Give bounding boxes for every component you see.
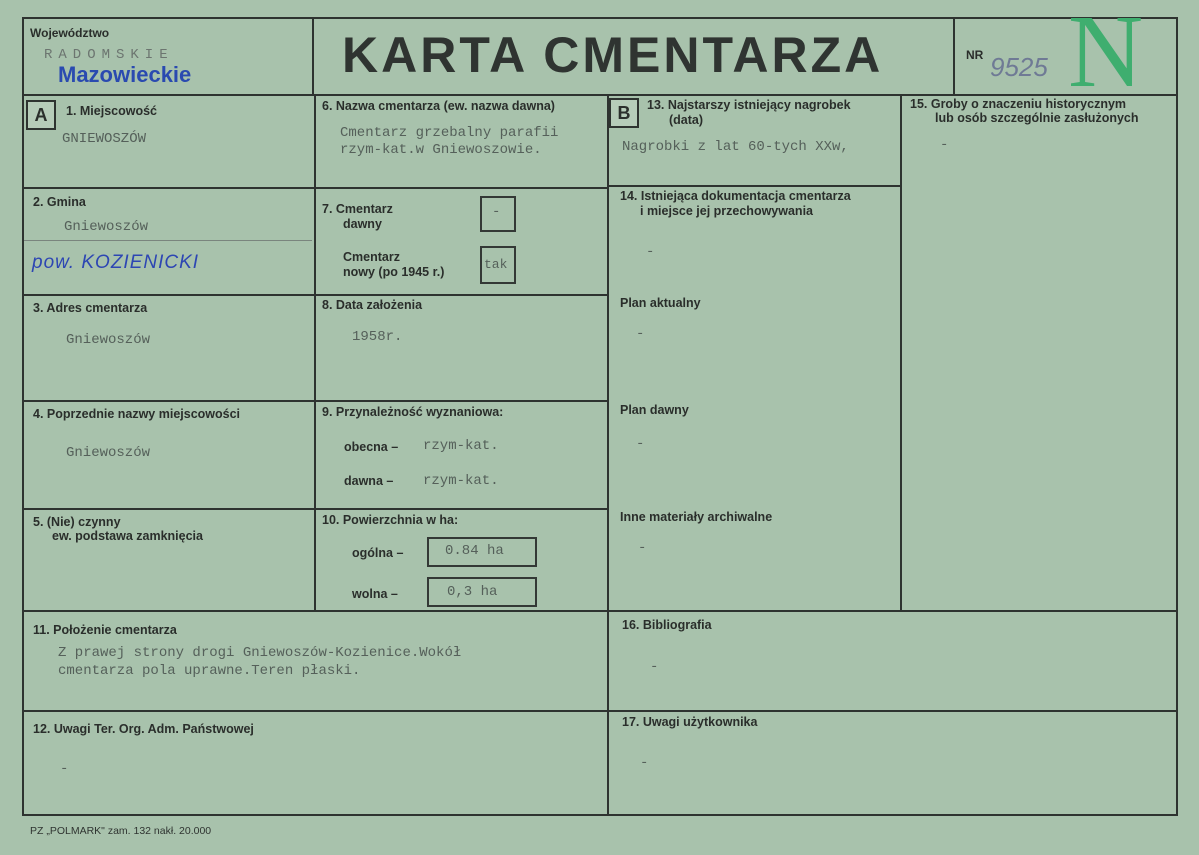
field-8-label: 8. Data założenia: [322, 298, 423, 312]
field-7-label: 7. Cmentarz: [322, 202, 393, 216]
category-letter: N: [1068, 0, 1144, 109]
field-5-label: 5. (Nie) czynny: [33, 515, 121, 529]
header-split-2: [953, 17, 955, 96]
wojewodztwo-label: Województwo: [30, 26, 110, 40]
field-3-label: 3. Adres cmentarza: [33, 301, 148, 315]
header-divider: [22, 94, 1177, 96]
plan-past-value: -: [636, 436, 645, 452]
section-b-badge: B: [609, 98, 639, 128]
gmina-underline: [24, 240, 312, 241]
field-12-value: -: [60, 761, 69, 777]
field-13-label: 13. Najstarszy istniejący nagrobek: [647, 98, 851, 112]
field-8-value: 1958r.: [352, 329, 403, 345]
field-3-value: Gniewoszów: [66, 332, 151, 348]
stamp-old-voivodeship: RADOMSKIE: [44, 47, 174, 63]
field-7-old-label: dawny: [343, 217, 382, 231]
field-5-sublabel: ew. podstawa zamknięcia: [52, 529, 203, 543]
row-div-6: [22, 710, 1177, 712]
field-9-current-label: obecna –: [344, 440, 399, 454]
col-div-1: [314, 94, 316, 612]
card-number: 9525: [990, 52, 1048, 82]
field-9-past-label: dawna –: [344, 474, 394, 488]
field-13-sublabel: (data): [669, 113, 704, 127]
row-div-2: [22, 294, 609, 296]
field-9-current-value: rzym-kat.: [423, 438, 499, 454]
row-div-5: [22, 610, 1177, 612]
other-materials-label: Inne materiały archiwalne: [620, 510, 773, 524]
frame-bottom: [22, 814, 1178, 816]
field-7-old-value: -: [492, 204, 501, 220]
field-14-sublabel: i miejsce jej przechowywania: [640, 204, 813, 218]
field-10-free-value: 0,3 ha: [447, 584, 498, 600]
field-10-free-label: wolna –: [352, 587, 398, 601]
field-17-label: 17. Uwagi użytkownika: [622, 715, 758, 729]
field-10-free-box: [427, 577, 537, 607]
field-10-total-box: [427, 537, 537, 567]
field-4-value: Gniewoszów: [66, 445, 151, 461]
field-1-label: 1. Miejscowość: [66, 104, 158, 118]
field-16-label: 16. Bibliografia: [622, 618, 712, 632]
field-4-label: 4. Poprzednie nazwy miejscowości: [33, 407, 241, 421]
field-2-handwritten-county: pow. KOZIENICKI: [32, 252, 200, 273]
plan-current-label: Plan aktualny: [620, 296, 701, 310]
field-10-total-value: 0.84 ha: [445, 543, 504, 559]
printer-footer: PZ „POLMARK" zam. 132 nakł. 20.000: [30, 825, 212, 837]
field-13-value: Nagrobki z lat 60-tych XXw,: [622, 139, 849, 155]
field-9-past-value: rzym-kat.: [423, 473, 499, 489]
col-div-3: [900, 94, 902, 610]
field-6-label: 6. Nazwa cmentarza (ew. nazwa dawna): [322, 99, 555, 113]
field-6-value-line2: rzym-kat.w Gniewoszowie.: [340, 142, 542, 158]
field-11-value-line2: cmentarza pola uprawne.Teren płaski.: [58, 663, 361, 679]
field-14-value: -: [646, 244, 655, 260]
row-div-3: [22, 400, 609, 402]
field-9-label: 9. Przynależność wyznaniowa:: [322, 405, 504, 419]
field-6-value-line1: Cmentarz grzebalny parafii: [340, 125, 559, 141]
field-2-label: 2. Gmina: [33, 195, 86, 209]
frame-top: [22, 17, 1177, 19]
stamp-new-voivodeship: Mazowieckie: [58, 62, 192, 87]
row-div-1: [22, 187, 609, 189]
row-div-4: [22, 508, 609, 510]
row-div-b: [607, 185, 902, 187]
field-7-new-value: tak: [484, 257, 508, 272]
frame-left: [22, 17, 24, 816]
nr-label: NR: [966, 48, 984, 62]
field-2-value: Gniewoszów: [64, 219, 149, 235]
field-15-label: 15. Groby o znaczeniu historycznym: [910, 97, 1127, 111]
plan-past-label: Plan dawny: [620, 403, 689, 417]
field-15-sublabel: lub osób szczególnie zasłużonych: [935, 111, 1139, 125]
plan-current-value: -: [636, 326, 645, 342]
field-11-label: 11. Położenie cmentarza: [33, 623, 177, 637]
field-1-value: GNIEWOSZÓW: [62, 131, 147, 147]
field-7-new-sublabel: nowy (po 1945 r.): [343, 265, 445, 279]
frame-right: [1176, 17, 1178, 816]
field-12-label: 12. Uwagi Ter. Org. Adm. Państwowej: [33, 722, 254, 736]
field-7-new-box: [480, 246, 516, 284]
col-div-2: [607, 94, 609, 814]
header-split-1: [312, 17, 314, 96]
field-17-value: -: [640, 755, 649, 771]
field-7-new-label: Cmentarz: [343, 250, 400, 264]
field-11-value-line1: Z prawej strony drogi Gniewoszów-Kozienice.Wokół: [58, 645, 462, 661]
other-materials-value: -: [638, 540, 647, 556]
field-14-label: 14. Istniejąca dokumentacja cmentarza: [620, 189, 851, 203]
field-7-old-box: [480, 196, 516, 232]
section-a-badge: A: [26, 100, 56, 130]
field-15-value: -: [940, 137, 949, 153]
card-title: KARTA CMENTARZA: [342, 27, 884, 83]
field-16-value: -: [650, 659, 659, 675]
field-10-label: 10. Powierzchnia w ha:: [322, 513, 459, 527]
field-10-total-label: ogólna –: [352, 546, 404, 560]
